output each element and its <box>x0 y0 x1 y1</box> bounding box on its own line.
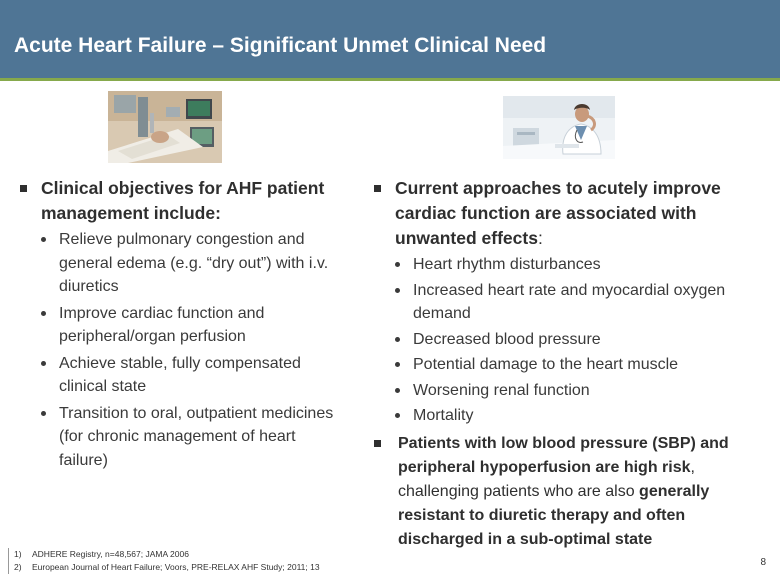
right-heading-colon: : <box>537 228 543 248</box>
risk-text-bold-2: generally resistant to diuretic therapy and often discharged in a sub-optimal state <box>398 482 710 548</box>
left-heading: Clinical objectives for AHF patient management include: <box>41 178 325 223</box>
list-item: Potential damage to the heart muscle <box>374 353 766 377</box>
right-main-bullet <box>374 176 766 251</box>
list-item: Mortality <box>374 404 766 428</box>
doctor-photo <box>503 96 615 159</box>
bullet-dot-icon <box>395 413 400 418</box>
left-main-bullet <box>20 176 338 226</box>
title-underline <box>0 78 780 81</box>
risk-text-normal: , challenging patients who are also <box>398 458 695 500</box>
bullet-dot-icon <box>41 311 46 316</box>
bullet-dot-icon <box>395 288 400 293</box>
left-sub-list <box>20 228 338 472</box>
footnote-1: 1) ADHERE Registry, n=48,567; JAMA 2006 <box>14 549 189 559</box>
list-item: Worsening renal function <box>374 379 766 403</box>
square-bullet-icon <box>374 185 381 192</box>
list-item: Achieve stable, fully compensated clinical state <box>20 352 338 399</box>
bullet-dot-icon <box>395 262 400 267</box>
slide-title: Acute Heart Failure – Significant Unmet Clinical Need <box>14 34 547 57</box>
list-item: Transition to oral, outpatient medicines (for chronic management of heart failure) <box>20 402 338 473</box>
title-bar <box>0 0 780 78</box>
right-sub-list <box>374 253 766 428</box>
bullet-dot-icon <box>395 362 400 367</box>
hospital-bed-photo <box>108 91 222 163</box>
square-bullet-icon <box>374 440 381 447</box>
right-second-bullet <box>374 432 766 552</box>
right-heading: Current approaches to acutely improve cardiac function are associated with unwanted effects <box>395 178 721 248</box>
page-number: 8 <box>760 557 766 568</box>
list-item: Relieve pulmonary congestion and general edema (e.g. “dry out”) with i.v. diuretics <box>20 228 338 299</box>
footnote-2: 2) European Journal of Heart Failure; Voors, PRE-RELAX AHF Study; 2011; 13 <box>14 562 320 572</box>
list-item: Decreased blood pressure <box>374 328 766 352</box>
risk-text-bold: Patients with low blood pressure (SBP) and peripheral hypoperfusion are high risk <box>398 434 729 476</box>
list-item: Increased heart rate and myocardial oxygen demand <box>374 279 766 326</box>
list-item: Improve cardiac function and peripheral/organ perfusion <box>20 302 338 349</box>
square-bullet-icon <box>20 185 27 192</box>
bullet-dot-icon <box>395 337 400 342</box>
footnotes <box>8 548 320 574</box>
bullet-dot-icon <box>41 361 46 366</box>
list-item: Heart rhythm disturbances <box>374 253 766 277</box>
bullet-dot-icon <box>395 388 400 393</box>
bullet-dot-icon <box>41 237 46 242</box>
bullet-dot-icon <box>41 411 46 416</box>
left-column <box>20 176 338 475</box>
right-column <box>374 176 766 552</box>
